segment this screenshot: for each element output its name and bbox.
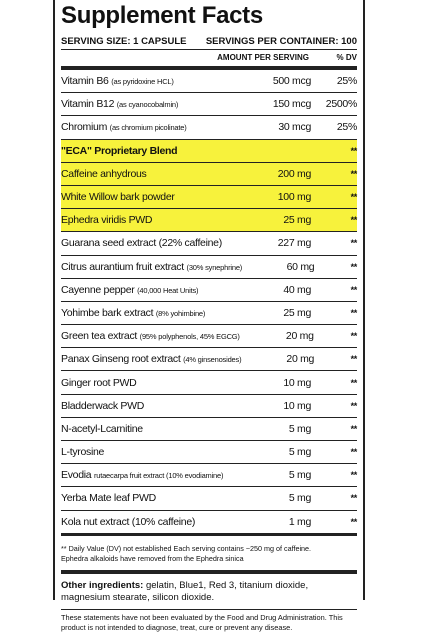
ingredient-name: Ginger root PWD (61, 376, 137, 389)
ingredient-dv: ** (350, 354, 357, 365)
ingredient-name: White Willow bark powder (61, 191, 175, 204)
ingredient-dv: ** (350, 192, 357, 203)
serving-info (61, 36, 357, 50)
ingredient-row (61, 186, 357, 209)
ingredient-name: Vitamin B6 (as pyridoxine HCL) (61, 75, 174, 88)
ingredient-row (61, 209, 357, 232)
ingredient-dv: ** (350, 261, 357, 272)
ingredient-detail: (40,000 Heat Units) (137, 285, 199, 295)
footnote-dv: ** Daily Value (DV) not established Each serving contains ~250 mg of caffeine. (61, 543, 312, 553)
ingredient-amount: 10 mg (283, 399, 311, 412)
ingredient-amount: 500 mcg (272, 75, 311, 88)
ingredient-row (61, 325, 357, 348)
ingredient-dv: ** (350, 400, 357, 411)
servings-per-container: SERVINGS PER CONTAINER: 100 (205, 36, 357, 47)
ingredient-detail: (as cyanocobalmin) (116, 100, 179, 110)
ingredient-dv: ** (350, 331, 357, 342)
ingredient-amount: 227 mg (277, 237, 311, 250)
ingredient-name: Chromium (as chromium picolinate) (61, 121, 187, 134)
ingredient-row (61, 464, 357, 487)
ingredient-name: Yerba Mate leaf PWD (61, 492, 156, 505)
ingredient-row (61, 441, 357, 464)
ingredient-detail: (4% ginsenosides) (183, 355, 242, 365)
serving-size: SERVING SIZE: 1 CAPSULE (61, 36, 187, 47)
ingredient-dv: ** (350, 516, 357, 527)
ingredient-dv: 25% (336, 121, 357, 134)
supplement-facts-panel (53, 0, 365, 632)
ingredient-dv: ** (350, 447, 357, 458)
ingredient-row (61, 140, 357, 163)
ingredient-detail: (8% yohimbine) (155, 308, 206, 318)
ingredient-dv: ** (350, 493, 357, 504)
ingredient-dv: ** (350, 168, 357, 179)
ingredient-amount: 20 mg (285, 330, 314, 343)
ingredient-dv: ** (350, 145, 357, 156)
ingredient-name: Green tea extract (95% polyphenols, 45% EGCG) (61, 330, 240, 343)
ingredient-amount: 5 mg (288, 469, 311, 482)
ingredient-row (61, 116, 357, 139)
ingredient-amount: 25 mg (283, 306, 311, 319)
ingredient-name: "ECA" Proprietary Blend (61, 144, 178, 157)
footnotes (61, 536, 357, 574)
ingredient-name: Citrus aurantium fruit extract (30% synephrine) (61, 260, 243, 273)
ingredient-amount: 25 mg (283, 214, 311, 227)
ingredient-dv: ** (350, 284, 357, 295)
ingredient-detail: (30% synephrine) (186, 262, 243, 272)
ingredient-row (61, 163, 357, 186)
ingredient-amount: 150 mcg (272, 98, 311, 111)
ingredient-detail: (as chromium picolinate) (109, 123, 187, 133)
other-ingredients (61, 574, 357, 610)
ingredient-amount: 5 mg (288, 446, 311, 459)
ingredient-name: Vitamin B12 (as cyanocobalmin) (61, 98, 179, 111)
ingredient-name: Kola nut extract (10% caffeine) (61, 515, 196, 528)
panel-title: Supplement Facts (61, 2, 263, 29)
ingredient-dv: ** (350, 215, 357, 226)
ingredient-amount: 5 mg (288, 492, 311, 505)
ingredient-amount: 5 mg (288, 422, 311, 435)
ingredient-name: N-acetyl-Lcarnitine (61, 422, 143, 435)
ingredient-name: Bladderwack PWD (61, 399, 145, 412)
ingredient-dv: 25% (336, 75, 357, 88)
ingredient-row (61, 418, 357, 441)
other-ingredients-text: gelatin, Blue1, Red 3, titanium dioxide, magnesium stearate, silicon dioxide. (61, 579, 309, 603)
ingredient-name: Yohimbe bark extract (8% yohimbine) (61, 306, 206, 319)
ingredient-list (61, 70, 357, 536)
ingredient-row (61, 302, 357, 325)
ingredient-row (61, 256, 357, 279)
ingredient-dv: ** (350, 238, 357, 249)
ingredient-name: Ephedra viridis PWD (61, 214, 153, 227)
ingredient-dv: ** (350, 377, 357, 388)
ingredient-row (61, 93, 357, 116)
ingredient-dv: ** (350, 423, 357, 434)
dv-header: % DV (336, 53, 357, 62)
ingredient-amount: 40 mg (283, 283, 311, 296)
column-header (61, 50, 357, 70)
ingredient-amount: 60 mg (286, 260, 315, 273)
ingredient-row (61, 348, 357, 371)
ingredient-detail: rutaecarpa fruit extract (10% evodiamine) (93, 471, 224, 481)
ingredient-detail: (95% polyphenols, 45% EGCG) (139, 332, 240, 342)
ingredient-name: Panax Ginseng root extract (4% ginsenosides) (61, 353, 242, 366)
ingredient-dv: ** (350, 470, 357, 481)
footnote-ephedra: Ephedra alkaloids have removed from the Ephedra sinica (61, 553, 244, 563)
ingredient-row (61, 279, 357, 302)
ingredient-name: Guarana seed extract (22% caffeine) (61, 237, 222, 250)
fda-disclaimer: These statements have not been evaluated by the Food and Drug Administration. This product is not intended to diagnose, treat, cure or prevent any disease. (61, 612, 343, 632)
ingredient-amount: 100 mg (277, 191, 311, 204)
other-ingredients-label: Other ingredients: (61, 579, 144, 591)
ingredient-dv: 2500% (325, 98, 357, 111)
ingredient-amount: 1 mg (288, 515, 311, 528)
ingredient-amount: 30 mcg (278, 121, 311, 134)
ingredient-dv: ** (350, 307, 357, 318)
ingredient-amount: 200 mg (277, 167, 311, 180)
ingredient-amount: 10 mg (283, 376, 311, 389)
ingredient-row (61, 70, 357, 93)
amount-header: AMOUNT PER SERVING (217, 53, 309, 62)
ingredient-name: L-tyrosine (61, 446, 105, 459)
ingredient-name: Cayenne pepper (40,000 Heat Units) (61, 283, 199, 296)
ingredient-row (61, 487, 357, 510)
ingredient-row (61, 371, 357, 394)
ingredient-detail: (as pyridoxine HCL) (111, 77, 174, 87)
ingredient-row (61, 232, 357, 255)
ingredient-row (61, 395, 357, 418)
ingredient-name: Evodia rutaecarpa fruit extract (10% evodiamine) (61, 469, 224, 482)
ingredient-name: Caffeine anhydrous (61, 167, 147, 180)
ingredient-amount: 20 mg (286, 353, 315, 366)
ingredient-row (61, 511, 357, 536)
